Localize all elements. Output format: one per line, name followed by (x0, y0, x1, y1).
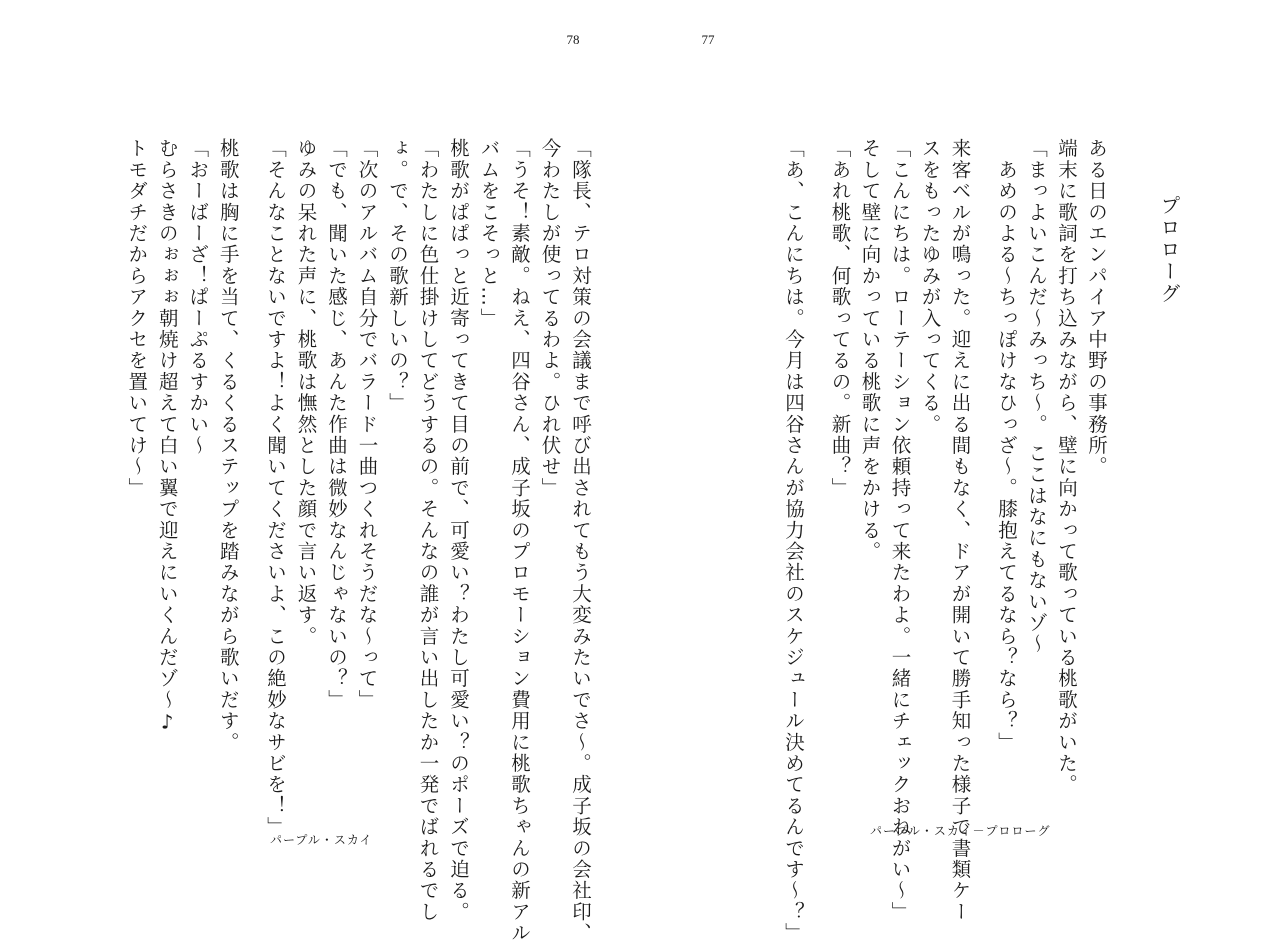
text-column: 「あ、こんにちは。今月は四谷さんが協力会社のスケジュール決めてるんです〜？」 (782, 138, 805, 944)
text-column: バムをこそっと…」 (477, 138, 501, 329)
text-column: 桃歌は胸に手を当て、くるくるステップを踏みながら歌いだす。 (216, 138, 240, 753)
text-column: ゆみの呆れた声に、桃歌は憮然とした顔で言い返す。 (294, 138, 318, 647)
text-column: 「次のアルバム自分でバラード一曲つくれそうだな〜って」 (355, 138, 379, 711)
page-number-left: 78 (566, 32, 580, 47)
text-column: スをもったゆみが入ってくる。 (918, 138, 942, 435)
chapter-title: プロローグ (1157, 195, 1181, 305)
text-column: むらさきのぉぉぉ朝焼け超えて白い翼で迎えにいくんだゾ〜♪ (155, 138, 179, 736)
text-column: 今わたしが使ってるわよ。ひれ伏せ」 (538, 138, 562, 499)
text-column: 「おーばーざ！ぱーぷるすかい〜 (186, 138, 210, 456)
text-column: 「でも、聞いた感じ、あんた作曲は微妙なんじゃないの？」 (325, 138, 348, 711)
text-column: 「わたしに色仕掛けしてどうするの。そんなの誰が言い出したか一発でばれるでし (416, 138, 440, 923)
text-column: あめのよる〜ちっぽけなひっざ〜。膝抱えてるなら？なら？」 (995, 138, 1018, 753)
text-column: 「うそ！素敵。ねえ、四谷さん、成子坂のプロモーション費用に桃歌ちゃんの新アル (508, 138, 531, 944)
text-column: 来客ベルが鳴った。迎えに出る間もなく、ドアが開いて勝手知った様子で書類ケー (948, 138, 972, 923)
text-column: 桃歌がぱぱっと近寄ってきて目の前で、可愛い？わたし可愛い？のポーズで迫る。 (447, 138, 470, 923)
text-column: 「まっよいこんだ〜みっち〜。 ここはなにもないゾ〜 (1025, 138, 1048, 655)
footer-left: パープル・スカイ (270, 833, 373, 847)
text-column: ょ。で、その歌新しいの？」 (386, 138, 409, 414)
text-column: 「そんなことないですよ！よく聞いてくださいよ、この絶妙なサビを！」 (264, 138, 287, 838)
text-column: 「こんにちは。ローテーション依頼持って来たわよ。一緒にチェックおねがい〜」 (888, 138, 912, 923)
text-column: 「隊長、テロ対策の会議まで呼び出されてもう大変みたいでさ〜。成子坂の会社印、 (569, 138, 592, 944)
text-column: トモダチだからアクセを置いてけ〜」 (125, 138, 149, 499)
text-column: そして壁に向かっている桃歌に声をかける。 (858, 138, 882, 562)
text-column: 「あれ桃歌、何歌ってるの。新曲？」 (828, 138, 852, 499)
text-column: ある日のエンパイア中野の事務所。 (1085, 138, 1108, 478)
page-number-right: 77 (701, 32, 715, 47)
footer-right: パープル・スカイ－プロローグ (870, 824, 1051, 838)
text-column: 端末に歌詞を打ち込みながら、壁に向かって歌っている桃歌がいた。 (1055, 138, 1078, 796)
